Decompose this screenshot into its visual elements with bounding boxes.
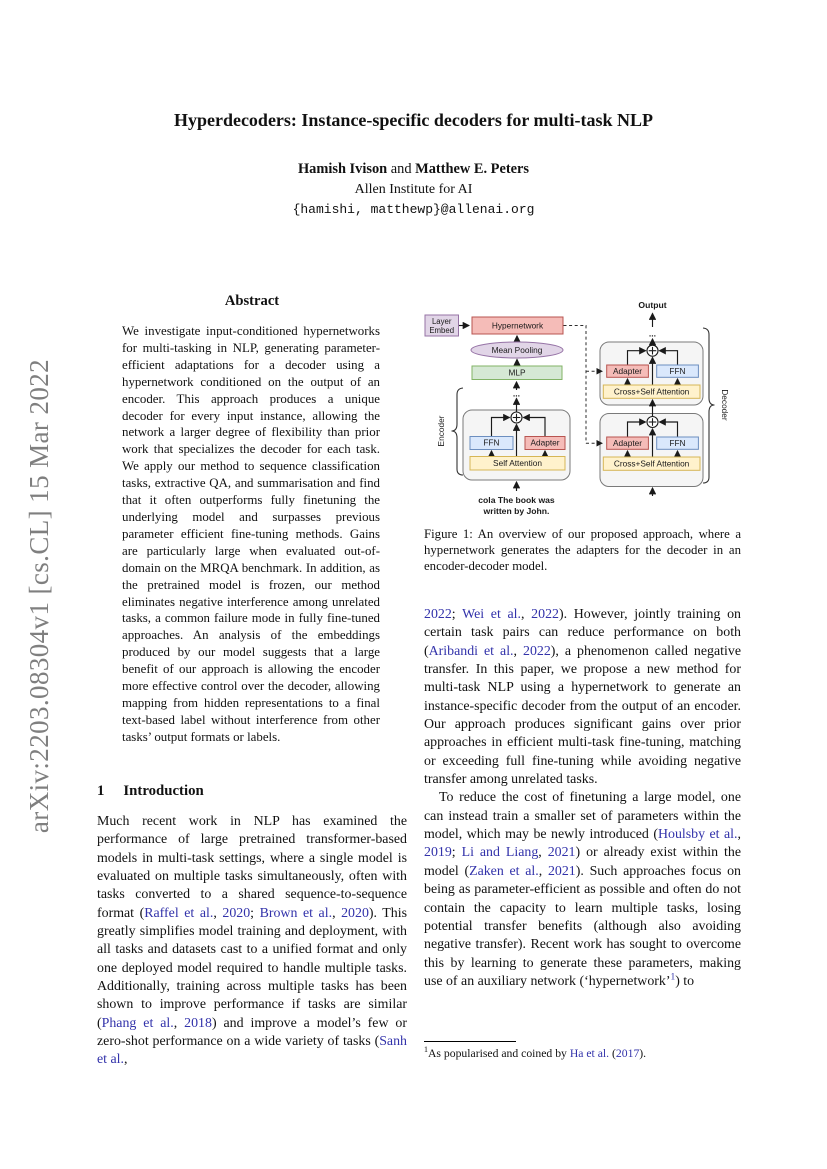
text-segment: ). However, jointly training on certain task pairs can reduce performance on both ( (424, 607, 741, 659)
email-address: {hamishi, matthewp}@allenai.org (292, 202, 535, 217)
text-segment: ; (451, 607, 463, 622)
decoder-top-cross-attention-label: Cross+Self Attention (613, 386, 690, 397)
text-segment: ). Such approaches focus on being as parameter-efficient as possible and often do not contain the capacity to learn multiple tasks, losing potential transfer benefits (although also avoiding negative transfer). Recent work has sought to overcome this by learning to generate these parameters, making use of an auxiliary network (‘hypernetwork’ (424, 863, 741, 989)
encoder-plus-circle (511, 412, 522, 423)
self-attention-label: Self Attention (493, 457, 542, 468)
abstract-text: We investigate input-conditioned hypernetworks for multi-tasking in NLP, generating parameter-efficient adaptations for a decoder using a hypernetwork conditioned on the output of an encoder. This approach produces a unique decoder for every input instance, allowing the network a larger degree of flexibility than prior work that specializes the decoder for each task. We apply our method to sequence classification tasks, extractive QA, and summarisation and find that it often outperforms fully finetuning the underlying model and surpasses previous parameter efficient fine-tuning methods. Gains are particularly large when evaluated out-of-domain on the MRQA benchmark. In addition, as the pretrained model is frozen, our method eliminates negative interference among unrelated tasks, a common failure mode in fully fine-tuned approaches. An analysis of the embeddings produced by our model suggests that a large benefit of our approach is allowing the encoder more effective control over the decoder, allowing mapping from hidden representations to a final text-based label without interference from other tasks’ output formats or labels. (122, 324, 380, 744)
text-segment: , (513, 643, 523, 659)
citation-link[interactable]: Aribandi et al. (428, 643, 514, 659)
citation-link[interactable]: Houlsby et al. (657, 827, 738, 843)
citation-link[interactable]: Sanh et al. (97, 1034, 407, 1068)
footnote-text (424, 1047, 646, 1060)
text-segment: ( (609, 1047, 616, 1060)
page-title: Hyperdecoders: Instance-specific decoders for multi-task NLP (173, 110, 654, 130)
encoder-brace (452, 388, 464, 475)
citation-link[interactable]: 2017 (615, 1047, 640, 1060)
encoder-dots: ... (512, 388, 521, 399)
citation-link[interactable]: 2022 (424, 607, 452, 622)
citation-link[interactable]: 2022 (523, 643, 551, 659)
encoder-rotated-label: Encoder (436, 415, 446, 447)
text-segment: To reduce the cost of finetuning a large model, one can instead train a smaller set of parameters within the model, which may be newly introduced ( (424, 790, 741, 843)
footnote-body (428, 1047, 646, 1060)
author-conjunction: and (387, 161, 416, 177)
affiliation: Allen Institute for AI (354, 182, 473, 197)
introduction-section (97, 783, 407, 1070)
text-segment: , (737, 827, 741, 843)
text-segment: ) to (675, 973, 695, 989)
encoder-adapter-label: Adapter (530, 437, 560, 448)
input-text-line1: cola The book was (478, 495, 555, 505)
citation-link[interactable]: Brown et al. (259, 905, 333, 921)
decoder-bottom-ffn-label: FFN (669, 438, 686, 448)
text-segment: ), a phenomenon called negative transfer. In this paper, we propose a new method for multi-task NLP using a hypernetwork to generate an instance-specific decoder from the output of an encoder. Our approach produces significant gains over prior approaches in efficient multi-task fine-tuning, matching or exceeding full fine-tuning while avoiding negative transfer among unrelated tasks. (424, 643, 741, 788)
author-2: Matthew E. Peters (415, 161, 530, 177)
section-heading (97, 783, 407, 800)
citation-link[interactable]: Zaken et al. (469, 863, 539, 879)
intro-paragraph-2 (424, 789, 741, 991)
citation-link[interactable]: 2022 (531, 607, 559, 622)
footnote (424, 1041, 741, 1062)
citation-link[interactable]: 2021 (547, 863, 576, 879)
decoder-rotated-label: Decoder (720, 389, 730, 421)
citation-link[interactable]: Ha et al. (569, 1047, 610, 1060)
footnote-marker: 1 (424, 1045, 428, 1055)
text-segment: ). (639, 1047, 647, 1060)
hypernetwork-label: Hypernetwork (491, 320, 544, 331)
right-column-body (424, 606, 741, 991)
citation-link[interactable]: 1 (670, 972, 676, 983)
citation-link[interactable]: 2019 (424, 845, 452, 861)
text-segment: ; (250, 905, 260, 921)
text-segment: ) and improve a model’s few or zero-shot performance on a wide variety of tasks ( (97, 1015, 407, 1050)
decoder-top-adapter-label: Adapter (612, 366, 643, 376)
output-label: Output (638, 300, 667, 310)
text-segment: , (124, 1052, 128, 1068)
figure-1-diagram (420, 293, 745, 529)
decoder-bottom-adapter-label: Adapter (612, 438, 643, 448)
citation-link[interactable]: Li and Liang (461, 845, 539, 861)
text-segment: Much recent work in NLP has examined the performance of large pretrained transformer-based models in multi-task settings, where a single model is evaluated on multiple tasks simultaneously, often with tasks converted to a shared sequence-to-sequence format ( (97, 814, 407, 921)
layer-embed-label-1: Layer (431, 317, 452, 327)
decoder-top-plus-circle (647, 345, 658, 356)
mean-pooling-label: Mean Pooling (491, 345, 543, 355)
decoder-bottom-plus-circle (647, 417, 658, 428)
decoder-brace (703, 328, 715, 483)
text-segment: , (173, 1015, 185, 1031)
intro-paragraph-right (424, 606, 741, 789)
citation-link[interactable]: 2020 (341, 905, 369, 921)
text-segment: ) or already exist within the model ( (424, 845, 741, 879)
mlp-label: MLP (508, 367, 526, 378)
citation-link[interactable]: Raffel et al. (144, 905, 214, 921)
citation-link[interactable]: 2021 (547, 845, 576, 861)
encoder-ffn-label: FFN (483, 437, 500, 448)
decoder-top-ffn-label: FFN (669, 366, 686, 376)
text-segment: , (521, 607, 532, 622)
decoder-dots: ... (648, 328, 657, 339)
layer-embed-label-2: Embed (429, 326, 455, 336)
text-segment: As popularised and coined by (427, 1047, 570, 1060)
text-segment: ; (451, 845, 462, 861)
section-title: Introduction (123, 783, 204, 799)
author-1: Hamish Ivison (297, 161, 388, 177)
abstract-heading: Abstract (224, 293, 280, 309)
author-line (0, 161, 827, 178)
text-segment: , (332, 905, 342, 921)
text-segment: , (538, 845, 548, 861)
abstract-section (97, 293, 407, 746)
intro-paragraph-left (97, 813, 407, 1070)
footnote-rule (424, 1041, 516, 1042)
citation-link[interactable]: 2018 (184, 1015, 212, 1031)
figure-caption: Figure 1: An overview of our proposed approach, where a hypernetwork generates the adapters for the decoder in an encoder-decoder model. (424, 527, 741, 573)
section-number: 1 (97, 783, 105, 799)
citation-link[interactable]: Wei et al. (462, 607, 521, 622)
citation-link[interactable]: Phang et al. (101, 1015, 174, 1031)
citation-link[interactable]: 2020 (222, 905, 251, 921)
arxiv-watermark: arXiv:2203.08304v1 [cs.CL] 15 Mar 2022 (24, 358, 54, 834)
decoder-bottom-cross-attention-label: Cross+Self Attention (613, 458, 690, 469)
text-segment: ). This greatly simplifies model training and deployment, with all tasks and datasets cast to a unified format and only one deployed model required to handle multiple tasks. Additionally, training across multiple tasks has been shown to improve performance if tasks are similar ( (97, 905, 407, 1031)
text-segment: , (213, 905, 223, 921)
text-segment: , (538, 863, 548, 879)
input-text-line2: written by John. (483, 506, 550, 516)
